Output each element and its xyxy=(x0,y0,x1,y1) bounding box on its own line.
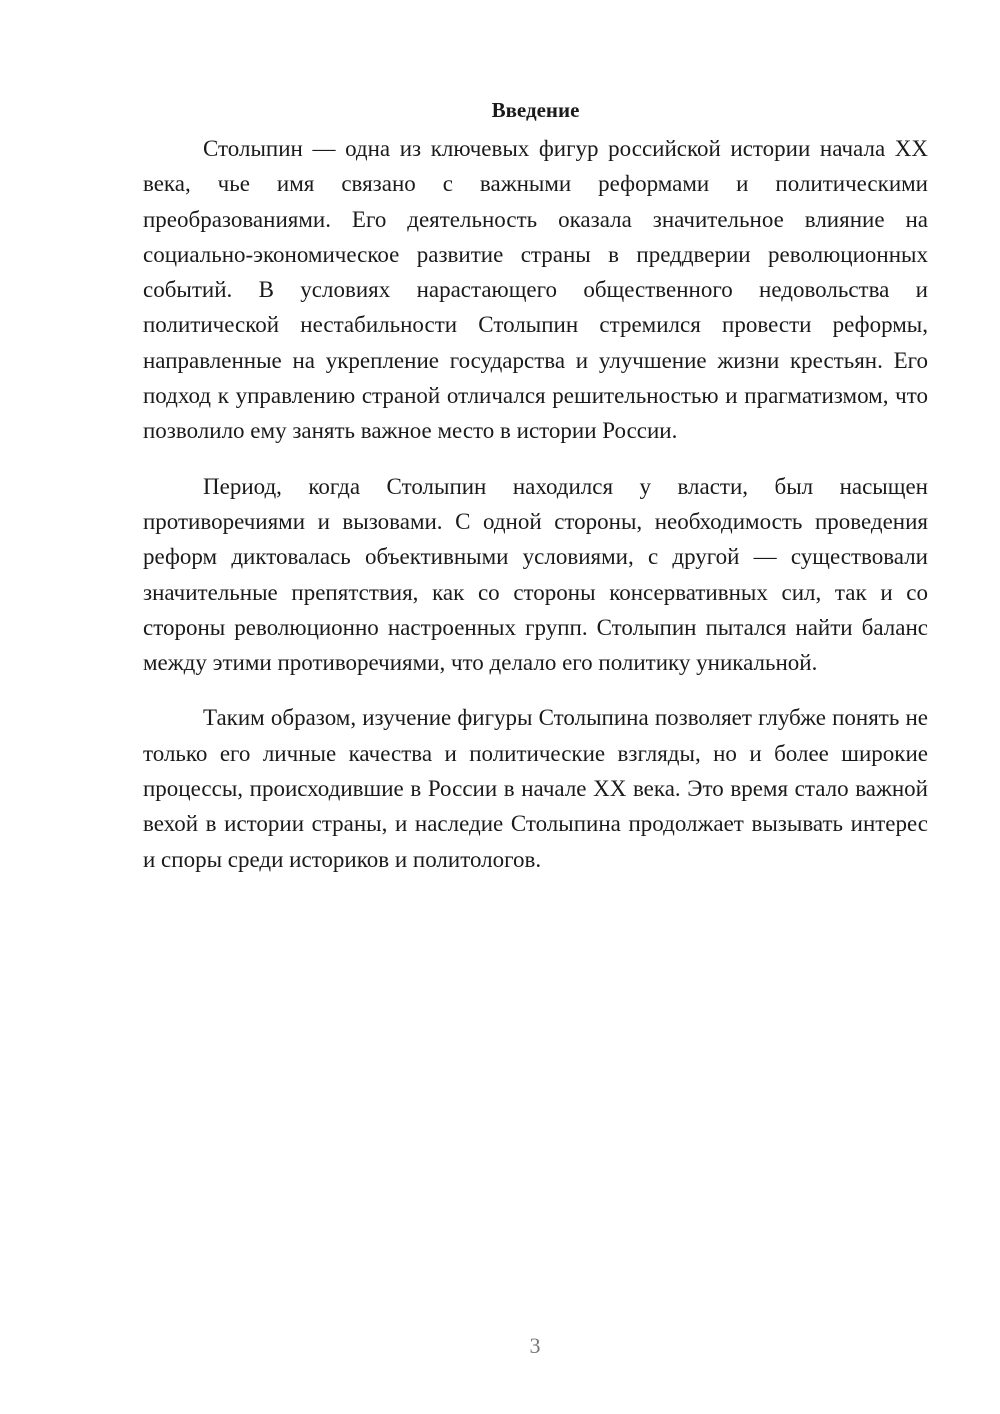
paragraph-3: Таким образом, изучение фигуры Столыпина позволяет глубже понять не только его личные качества и политические взгляды, но и более широкие процессы, происходившие в России в начале XX века. Это время стало важной вехой в истории страны, и наследие Столыпина продолжает вызывать интерес и споры среди историков и политологов. xyxy=(143,705,928,872)
page-number: 3 xyxy=(529,1333,541,1358)
paragraph-1: Столыпин — одна из ключевых фигур российской истории начала XX века, чье имя связано с важными реформами и политическими преобразованиями. Его деятельность оказала значительное влияние на социально-экономическое развитие страны в преддверии революционных событий. В условиях нарастающего общественного недовольства и политической нестабильности Столыпин стремился провести реформы, направленные на укрепление государства и улучшение жизни крестьян. Его подход к управлению страной отличался решительностью и прагматизмом, что позволило ему занять важное место в истории России. xyxy=(143,136,928,444)
document-page xyxy=(143,95,928,897)
paragraph-2: Период, когда Столыпин находился у власти, был насыщен противоречиями и вызовами. С одной стороны, необходимость проведения реформ диктовалась объективными условиями, с другой — существовали значительные препятствия, как со стороны консервативных сил, так и со стороны революционно настроенных групп. Столыпин пытался найти баланс между этими противоречиями, что делало его политику уникальной. xyxy=(143,473,928,676)
section-title: Введение xyxy=(491,98,580,122)
